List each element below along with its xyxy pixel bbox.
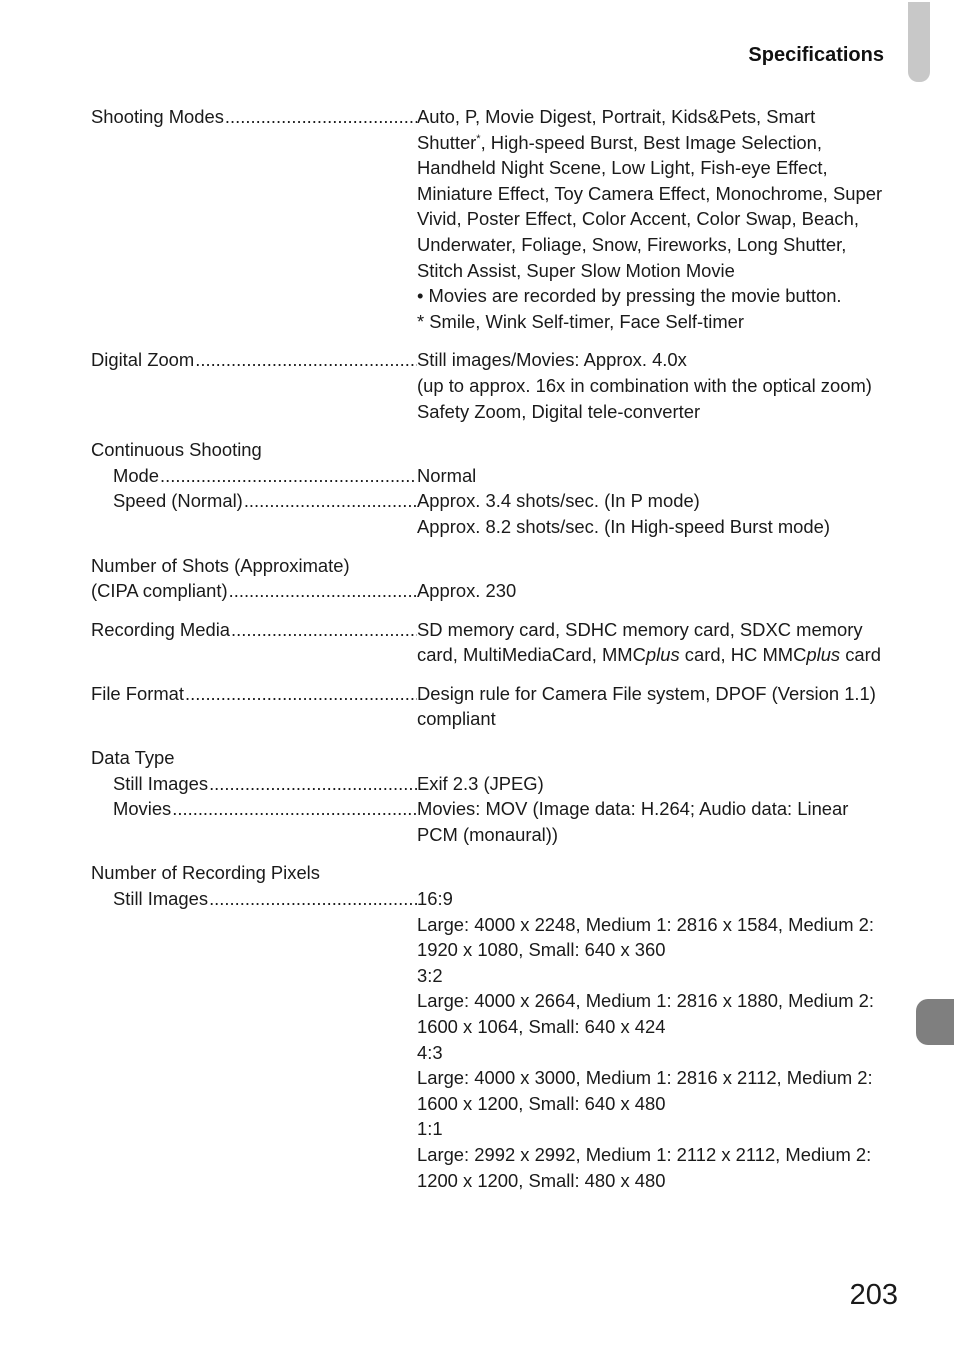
spec-heading-number-of-shots: Number of Shots (Approximate) <box>91 554 350 576</box>
spec-label: (CIPA compliant) <box>91 580 228 602</box>
spec-number-of-shots <box>91 578 911 604</box>
spec-heading-recording-pixels: Number of Recording Pixels <box>91 862 320 884</box>
value-line: Auto, P, Movie Digest, Portrait, Kids&Pets, Smart <box>417 106 816 127</box>
spec-label: Speed (Normal) <box>113 490 243 512</box>
value-line: Safety Zoom, Digital tele-converter <box>417 400 701 422</box>
value-line: Shutter*, High-speed Burst, Best Image Selection, <box>417 131 822 153</box>
spec-recording-pixels-still <box>91 886 911 1193</box>
spec-value <box>417 617 911 668</box>
specifications-list <box>91 104 911 1193</box>
spec-label: Still Images <box>113 772 209 794</box>
value-line: Handheld Night Scene, Low Light, Fish-eye Effect, <box>417 157 828 179</box>
value-line: Design rule for Camera File system, DPOF (Version 1.1) <box>417 682 876 704</box>
value-line: Approx. 3.4 shots/sec. (In P mode) <box>417 490 700 512</box>
value-line: compliant <box>417 708 496 730</box>
aspect-ratio: 4:3 <box>417 1041 443 1063</box>
spec-continuous-speed <box>91 488 911 539</box>
spec-label: Recording Media <box>91 618 231 640</box>
spec-value <box>417 796 911 847</box>
value-line: Large: 2992 x 2992, Medium 1: 2112 x 2112, Medium 2: <box>417 1143 872 1165</box>
aspect-ratio: 1:1 <box>417 1118 443 1140</box>
value-line: 1200 x 1200, Small: 480 x 480 <box>417 1169 666 1191</box>
spec-value <box>417 681 911 732</box>
value-line: Still images/Movies: Approx. 4.0x <box>417 349 687 371</box>
spec-continuous-mode <box>91 463 911 489</box>
value-line: Underwater, Foliage, Snow, Fireworks, Long Shutter, <box>417 233 847 255</box>
value-line: Stitch Assist, Super Slow Motion Movie <box>417 259 735 281</box>
value-line: (up to approx. 16x in combination with the optical zoom) <box>417 374 872 396</box>
value-line: Large: 4000 x 3000, Medium 1: 2816 x 2112, Medium 2: <box>417 1067 873 1089</box>
spec-label: Digital Zoom <box>91 349 195 371</box>
spec-value: Approx. 230 <box>417 580 517 602</box>
spec-digital-zoom <box>91 347 911 424</box>
spec-value: Exif 2.3 (JPEG) <box>417 772 544 794</box>
spec-value <box>417 886 911 1193</box>
spec-label: Shooting Modes <box>91 106 224 127</box>
spec-label: Movies <box>113 798 172 820</box>
spec-value: Normal <box>417 464 477 486</box>
aspect-ratio: 16:9 <box>417 888 453 910</box>
page-number: 203 <box>849 1279 898 1311</box>
spec-value <box>417 488 911 539</box>
value-line: 1920 x 1080, Small: 640 x 360 <box>417 939 666 961</box>
page-header-title: Specifications <box>748 44 884 66</box>
spec-data-type-still <box>91 771 911 797</box>
value-line: Vivid, Poster Effect, Color Accent, Color Swap, Beach, <box>417 208 859 230</box>
spec-recording-media <box>91 617 911 668</box>
spec-shooting-modes <box>91 104 911 334</box>
value-line: Large: 4000 x 2664, Medium 1: 2816 x 1880, Medium 2: <box>417 990 874 1012</box>
value-note: • Movies are recorded by pressing the movie button. <box>417 285 842 307</box>
section-tab-top <box>908 2 930 82</box>
value-line: SD memory card, SDHC memory card, SDXC memory <box>417 618 863 640</box>
spec-value <box>417 104 911 334</box>
spec-heading-data-type: Data Type <box>91 747 175 769</box>
value-footnote: * Smile, Wink Self-timer, Face Self-timer <box>417 310 745 332</box>
value-line: Large: 4000 x 2248, Medium 1: 2816 x 1584, Medium 2: <box>417 913 874 935</box>
value-line: 1600 x 1200, Small: 640 x 480 <box>417 1092 666 1114</box>
value-line: Miniature Effect, Toy Camera Effect, Monochrome, Super <box>417 182 883 204</box>
spec-file-format <box>91 681 911 732</box>
value-line: PCM (monaural)) <box>417 823 559 845</box>
value-line: 1600 x 1064, Small: 640 x 424 <box>417 1016 666 1037</box>
value-line: card, MultiMediaCard, MMCplus card, HC MMCplus card <box>417 644 882 666</box>
spec-heading-continuous-shooting: Continuous Shooting <box>91 439 262 461</box>
spec-label: File Format <box>91 682 184 704</box>
section-tab-marker <box>916 999 954 1045</box>
aspect-ratio: 3:2 <box>417 964 443 986</box>
spec-data-type-movies <box>91 796 911 847</box>
spec-label: Mode <box>113 464 160 486</box>
spec-value <box>417 347 911 424</box>
value-line: Movies: MOV (Image data: H.264; Audio data: Linear <box>417 798 849 820</box>
value-line: Approx. 8.2 shots/sec. (In High-speed Burst mode) <box>417 515 830 537</box>
spec-label: Still Images <box>113 888 209 910</box>
